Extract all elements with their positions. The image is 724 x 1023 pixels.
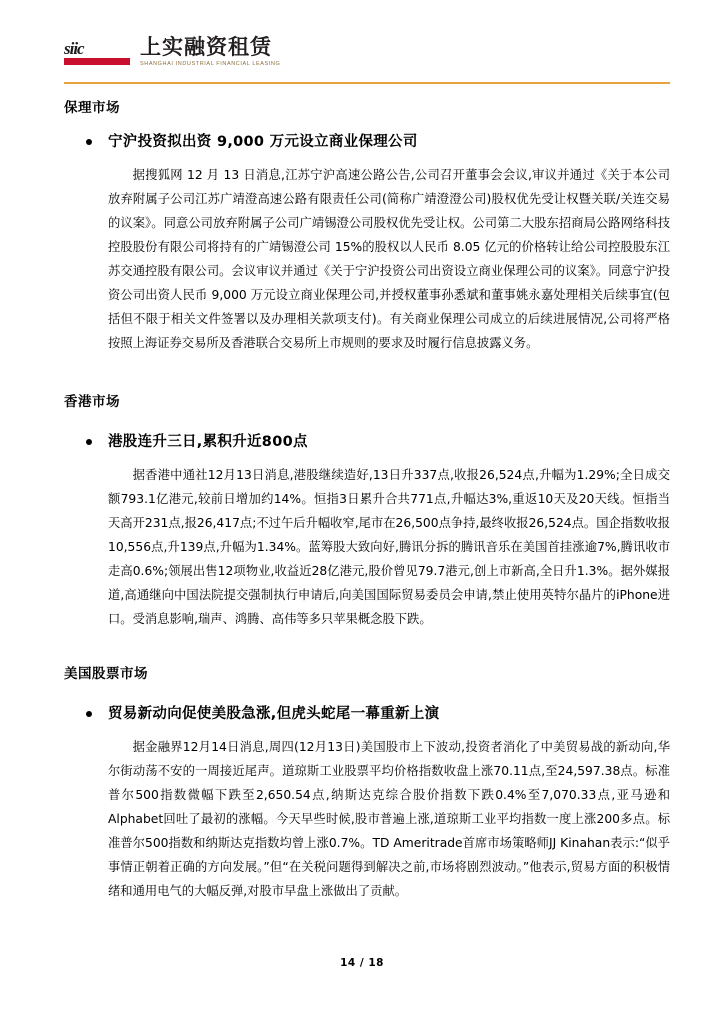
document-header — [64, 36, 670, 86]
article-heading — [108, 704, 670, 724]
section-us-stock-market — [64, 662, 670, 904]
article-heading-text: 港股连升三日,累积升近800点 — [108, 434, 308, 451]
article — [64, 132, 670, 356]
section-hongkong-market — [64, 390, 670, 632]
article-heading — [108, 132, 670, 152]
document-content — [64, 96, 670, 910]
article-body: 据金融界12月14日消息,周四(12月13日)美国股市上下波动,投资者消化了中美贸易战的新动向,华尔街动荡不安的一周接近尾声。道琼斯工业股票平均价格指数收盘上涨70.11点,至24,597.38点。标准普尔500指数微幅下跌至2,650.54点,纳斯达克综合股价指数下跌0.4%至7,070.33点,亚马逊和Alphabet回吐了最初的涨幅。今天早些时候,股市普遍上涨,道琼斯工业平均指数一度上涨200多点。标准普尔500指数和纳斯达克指数均曾上涨0.7%。TD Ameritrade首席市场策略师JJ Kinahan表示:“似乎事情正朝着正确的方向发展。”但“在关税问题得到解决之前,市场将剧烈波动。”他表示,贸易方面的积极情绪和通用电气的大幅反弹,对股市早盘上涨做出了贡献。 — [108, 740, 670, 899]
bullet-icon — [86, 439, 92, 445]
section-title: 美国股票市场 — [64, 666, 148, 683]
article-heading-text: 宁沪投资拟出资 9,000 万元设立商业保理公司 — [108, 134, 418, 150]
logo-company-name-en: SHANGHAI INDUSTRIAL FINANCIAL LEASING — [140, 61, 281, 68]
article-heading — [108, 432, 670, 452]
siic-logo-mark — [64, 37, 130, 67]
header-divider — [64, 82, 670, 84]
bullet-icon — [86, 139, 92, 145]
section-factoring-market — [64, 96, 670, 356]
page-footer — [0, 957, 724, 969]
article — [64, 704, 670, 904]
section-title: 保理市场 — [64, 100, 120, 116]
article-body: 据香港中通社12月13日消息,港股继续造好,13日升337点,收报26,524点,升幅为1.29%;全日成交额793.1亿港元,较前日增加约14%。恒指3日累升合共771点,升幅达3%,重返10天及20天线。恒指当天高开231点,报26,417点;不过午后升幅收窄,尾市在26,500点争持,最终收报26,524点。国企指数收报10,556点,升139点,升幅为1.34%。蓝筹股大致向好,腾讯分拆的腾讯音乐在美国首挂涨逾7%,腾讯收市走高0.6%;领展出售12项物业,收益近28亿港元,股价曾见79.7港元,创上市新高,全日升1.3%。据外媒报道,高通继向中国法院提交强制执行申请后,向美国国际贸易委员会申请,禁止使用英特尔晶片的iPhone进口。受消息影响,瑞声、鸿腾、高伟等多只苹果概念股下跌。 — [108, 468, 670, 627]
section-title: 香港市场 — [64, 394, 120, 411]
company-logo — [64, 36, 670, 67]
logo-red-bar — [64, 58, 130, 65]
article-body: 据搜狐网 12 月 13 日消息,江苏宁沪高速公路公告,公司召开董事会会议,审议并通过《关于本公司放弃附属子公司江苏广靖澄高速公路有限责任公司(简称广靖澄澄公司)股权优先受让权暨关联/关连交易的议案》。同意公司放弃附属子公司广靖锡澄公司股权优先受让权。公司第二大股东招商局公路网络科技控股股份有限公司将持有的广靖锡澄公司 15%的股权以人民币 8.05 亿元的价格转让给公司控股股东江苏交通控股有限公司。会议审议并通过《关于宁沪投资公司出资设立商业保理公司的议案》。同意宁沪投资公司出资人民币 9,000 万元设立商业保理公司,并授权董事孙悉斌和董事姚永嘉处理相关后续事宜(包括但不限于相关文件签署以及办理相关款项支付)。有关商业保理公司成立的后续进展情况,公司将严格按照上海证券交易所及香港联合交易所上市规则的要求及时履行信息披露义务。 — [108, 168, 670, 351]
logo-text-block — [140, 36, 280, 67]
logo-company-name-cn: 上实融资租赁 — [140, 35, 272, 59]
article-heading-text: 贸易新动向促使美股急涨,但虎头蛇尾一幕重新上演 — [108, 706, 440, 723]
logo-abbr-text: siic — [64, 38, 84, 58]
page-number: 14 / 18 — [340, 957, 384, 969]
bullet-icon — [86, 711, 92, 717]
article — [64, 432, 670, 632]
